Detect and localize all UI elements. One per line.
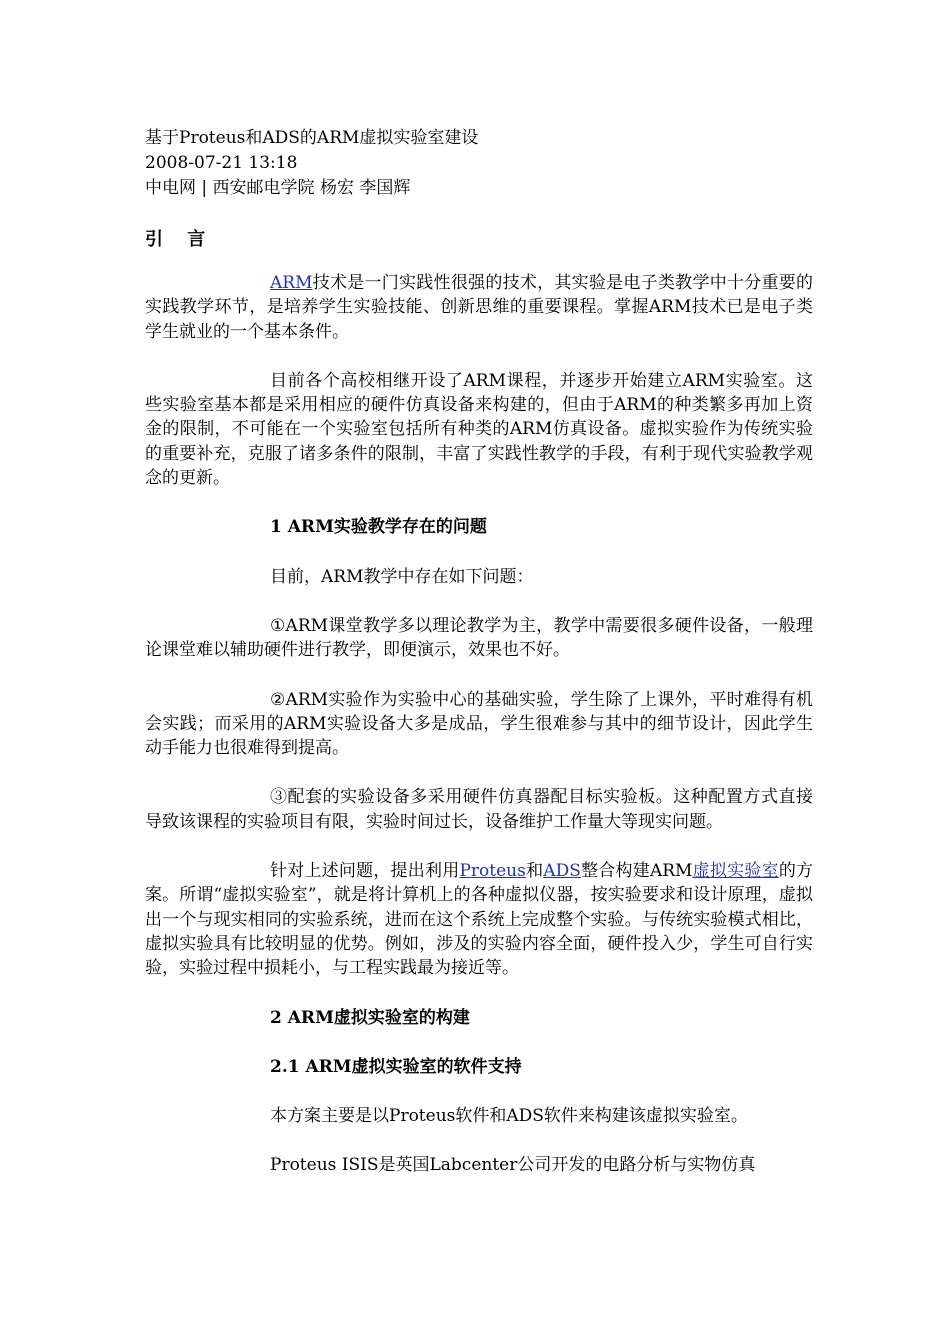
paragraph-1-text: 技术是一门实践性很强的技术，其实验是电子类教学中十分重要的实践教学环节，是培养学生实验技能、创新思维的重要课程。掌握ARM技术已是电子类学生就业的一个基本条件。 [145,273,813,342]
paragraph-1 [145,271,813,344]
article-datetime: 2008-07-21 13:18 [145,153,298,173]
paragraph-7-text-3: 整合构建ARM [580,861,693,882]
section-2-1-title: 2.1 ARM虚拟实验室的软件支持 [270,1056,522,1077]
paragraph-7-text-2: 和 [525,861,544,882]
article-source: 中电网 | 西安邮电学院 杨宏 李国辉 [145,178,411,198]
paragraph-7-text-1: 针对上述问题，提出利用 [270,861,460,882]
paragraph-8: 本方案主要是以Proteus软件和ADS软件来构建该虚拟实验室。 [270,1106,748,1127]
ads-link[interactable]: ADS [543,861,581,882]
article-body [145,271,813,1203]
arm-link[interactable]: ARM [270,273,313,293]
article-header [145,126,825,201]
article-title: 基于Proteus和ADS的ARM虚拟实验室建设 [145,128,479,148]
virtual-lab-link[interactable]: 虚拟实验室 [692,861,779,882]
paragraph-5: ②ARM实验作为实验中心的基础实验，学生除了上课外，平时难得有机会实践；而采用的ARM实验设备大多是成品，学生很难参与其中的细节设计，因此学生动手能力也很难得到提高。 [145,689,813,759]
section-1-title: 1 ARM实验教学存在的问题 [270,517,487,538]
section-2-title: 2 ARM虚拟实验室的构建 [270,1007,470,1028]
paragraph-3: 目前，ARM教学中存在如下问题： [270,566,534,587]
paragraph-2: 目前各个高校相继开设了ARM课程，并逐步开始建立ARM实验室。这些实验室基本都是采用相应的硬件仿真设备来构建的，但由于ARM的种类繁多再加上资金的限制，不可能在一个实验室包括所有种类的ARM仿真设备。虚拟实验作为传统实验的重要补充，克服了诸多条件的限制，丰富了实践性教学的手段，有利于现代实验教学观念的更新。 [145,370,813,489]
proteus-link[interactable]: Proteus [459,861,526,882]
paragraph-7-text-4: 的方案。所谓“虚拟实验室”，就是将计算机上的各种虚拟仪器，按实验要求和设计原理，虚拟出一个与现实相同的实验系统，进而在这个系统上完成整个实验。与传统实验模式相比，虚拟实验具有比较明显的优势。例如，涉及的实验内容全面，硬件投入少，学生可自行实验，实验过程中损耗小，与工程实践最为接近等。 [145,861,814,979]
intro-heading: 引 言 [145,229,215,250]
paragraph-7 [145,859,813,980]
paragraph-4: ①ARM课堂教学多以理论教学为主，教学中需要很多硬件设备，一般理论课堂难以辅助硬件进行教学，即便演示，效果也不好。 [145,615,813,661]
paragraph-6: ③配套的实验设备多采用硬件仿真器配目标实验板。这种配置方式直接导致该课程的实验项目有限，实验时间过长，设备维护工作量大等现实问题。 [145,787,813,832]
paragraph-9: Proteus ISIS是英国Labcenter公司开发的电路分析与实物仿真 [270,1155,756,1176]
